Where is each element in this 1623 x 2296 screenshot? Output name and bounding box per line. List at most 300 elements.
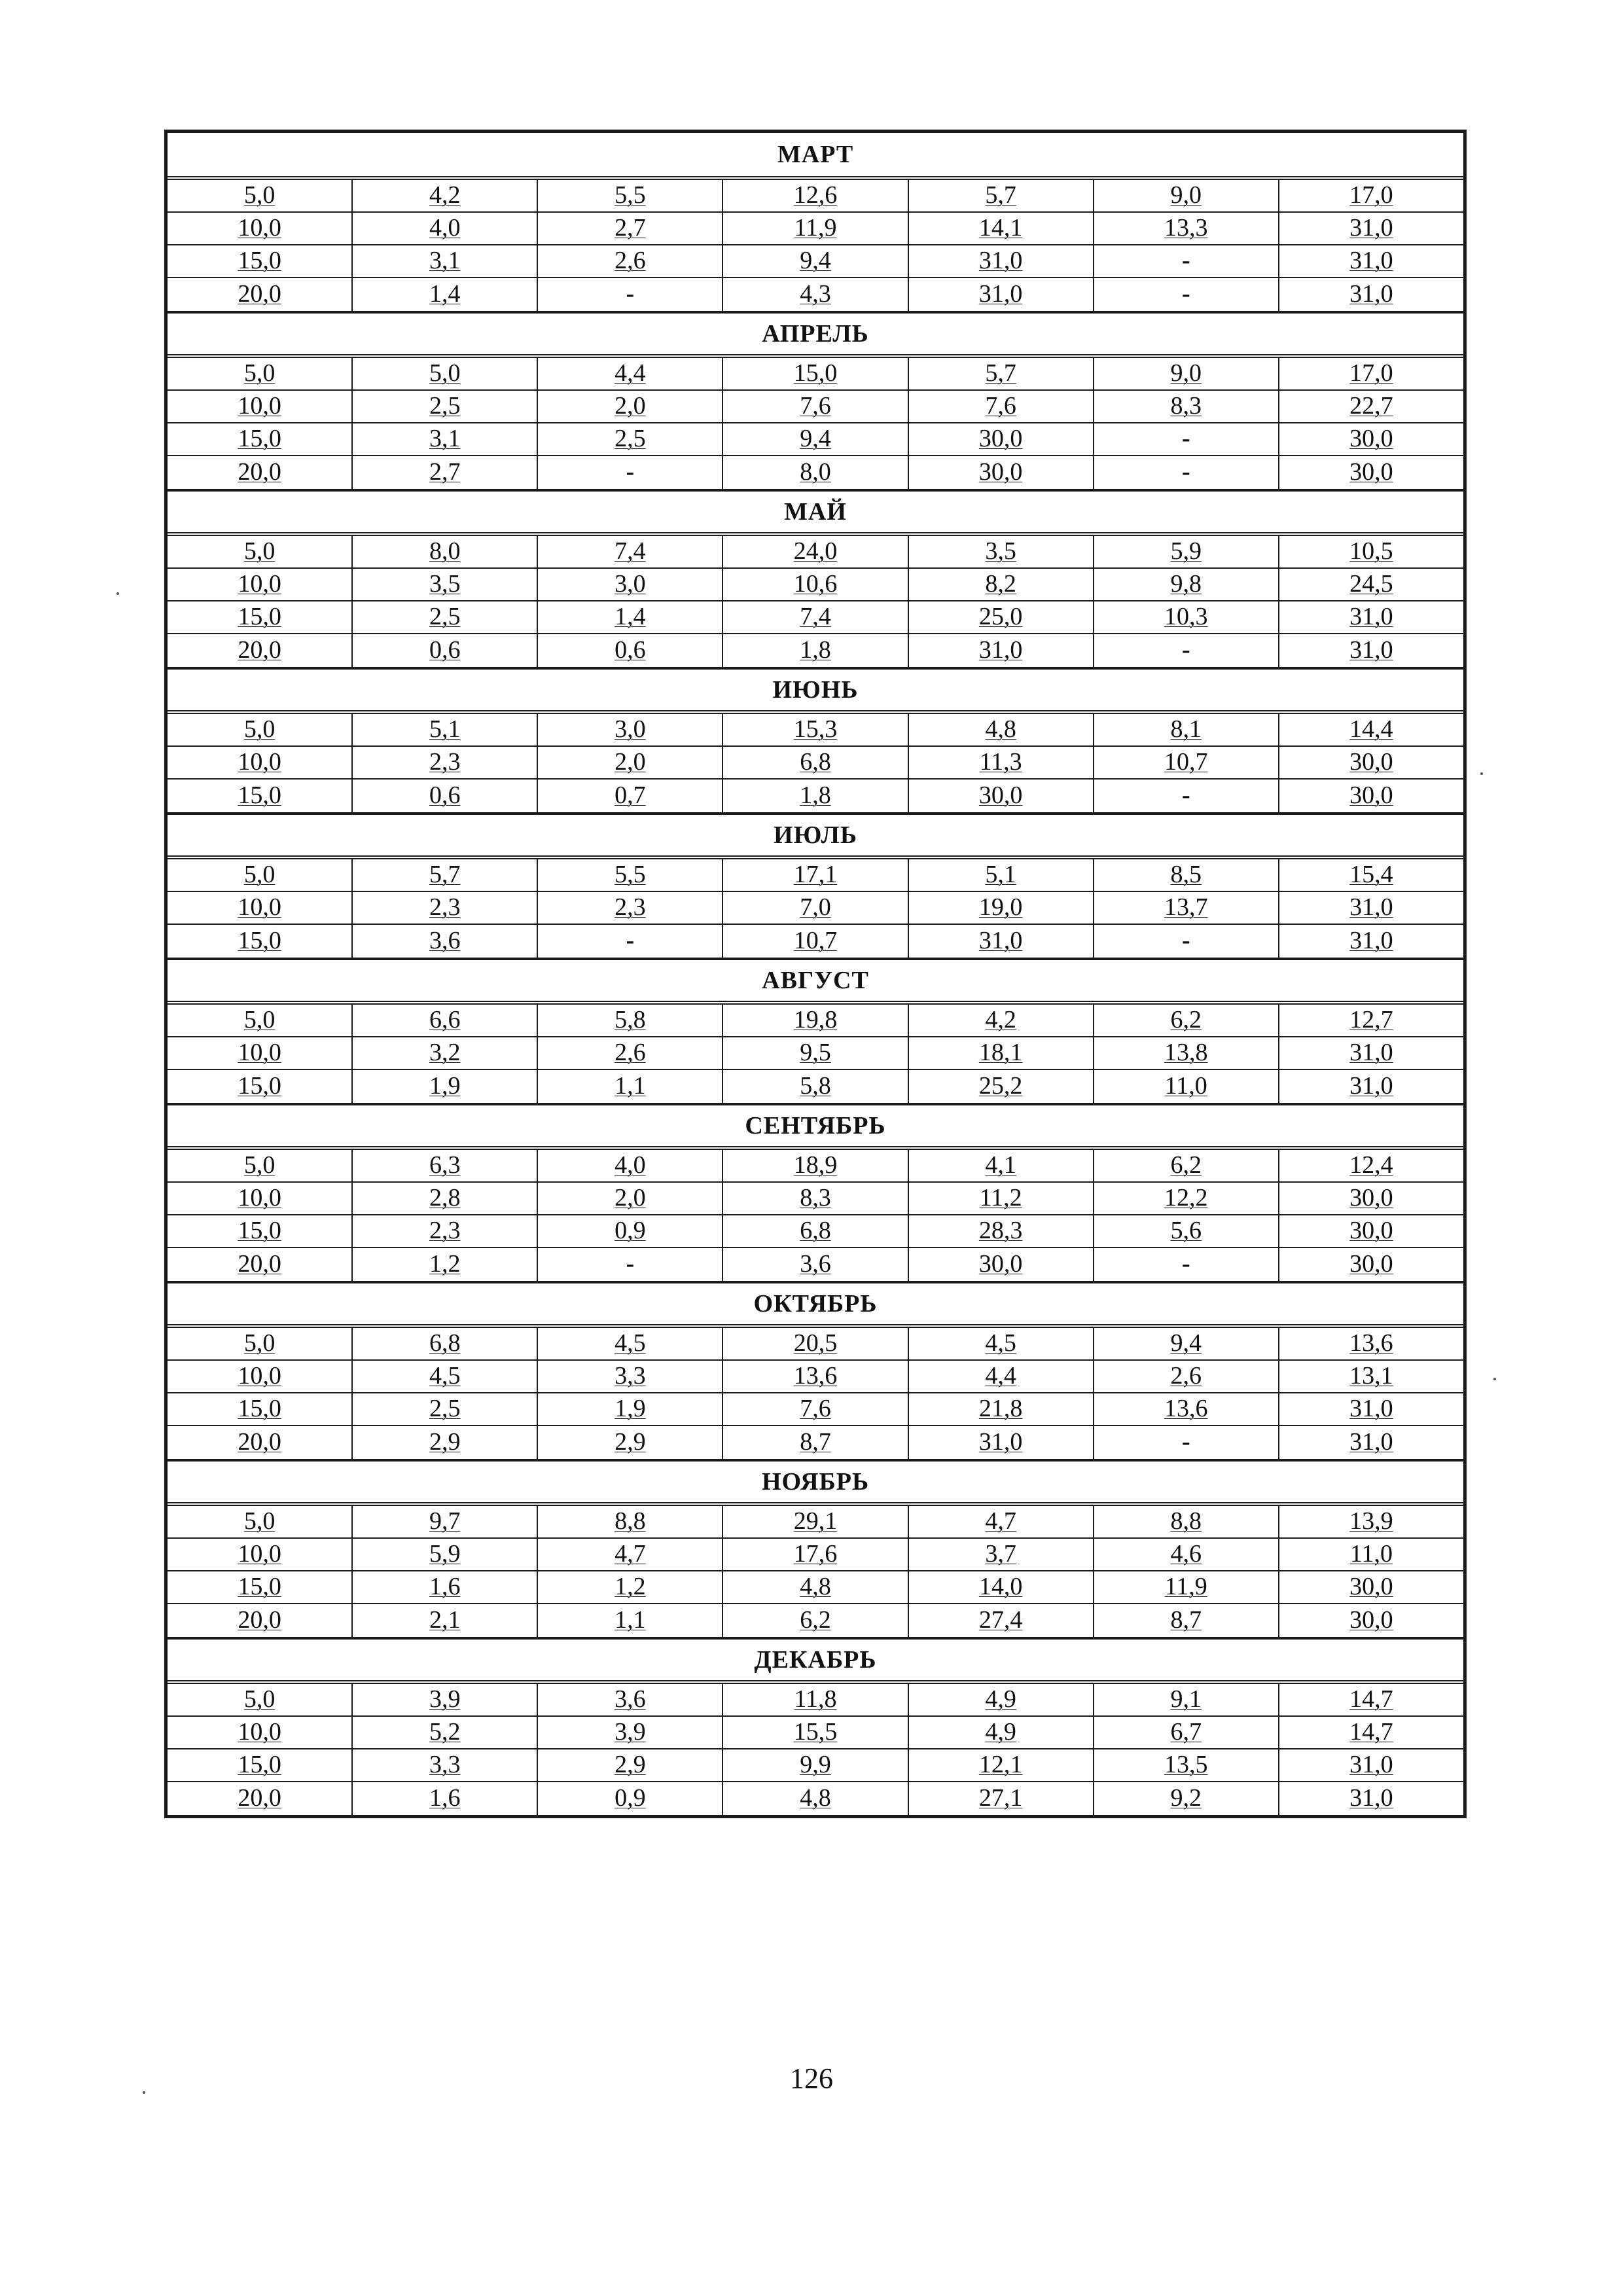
table-cell: 4,8 [723, 1571, 908, 1603]
table-cell: 12,4 [1349, 1151, 1393, 1179]
table-cell: 10,6 [723, 569, 908, 600]
table-cell: 13,1 [1349, 1362, 1393, 1390]
table-cell: 6,8 [353, 1328, 538, 1359]
scan-speck [143, 2091, 145, 2094]
table-cell: 20,5 [723, 1328, 908, 1359]
table-cell: 1,6 [353, 1782, 538, 1815]
table-cell: 13,6 [1094, 1393, 1279, 1425]
table-cell: 1,9 [353, 1070, 538, 1103]
month-block [168, 133, 1463, 311]
table-cell: 31,0 [1349, 1395, 1393, 1422]
table-cell: 9,0 [1094, 358, 1279, 389]
table-cell: 4,4 [538, 358, 723, 389]
table-row [168, 1604, 1463, 1637]
table-cell: 19,8 [723, 1005, 908, 1036]
table-cell: 3,2 [353, 1037, 538, 1069]
table-cell: 9,4 [723, 245, 908, 277]
table-cell: 2,6 [538, 245, 723, 277]
table-cell: 31,0 [1349, 603, 1393, 630]
table-cell: 4,7 [538, 1539, 723, 1570]
table-row [168, 569, 1463, 601]
table-cell: 0,9 [538, 1215, 723, 1247]
table-cell: 31,0 [1349, 1784, 1393, 1812]
table-cell: 30,0 [909, 1248, 1094, 1281]
table-cell: 30,0 [909, 423, 1094, 455]
table-row [168, 358, 1463, 391]
table-cell: 1,8 [723, 634, 908, 667]
table-cell: 6,2 [1094, 1150, 1279, 1181]
table-row [168, 1749, 1463, 1782]
table-cell: 13,3 [1094, 213, 1279, 244]
table-cell: 3,1 [353, 423, 538, 455]
table-cell: 7,0 [723, 892, 908, 924]
table-cell: 8,7 [723, 1426, 908, 1459]
table-row [168, 456, 1463, 489]
table-cell: 6,6 [353, 1005, 538, 1036]
table-cell: 31,0 [1349, 636, 1393, 664]
table-cell: 9,4 [1094, 1328, 1279, 1359]
table-cell: 5,8 [538, 1005, 723, 1036]
table-cell: 5,5 [538, 180, 723, 211]
table-row [168, 1684, 1463, 1717]
table-cell: 3,6 [723, 1248, 908, 1281]
table-cell: 11,3 [909, 747, 1094, 778]
row-key-cell: 5,0 [168, 1005, 353, 1036]
table-cell: 4,1 [909, 1150, 1094, 1181]
table-cell: 31,0 [1349, 893, 1393, 921]
row-key-cell: 10,0 [168, 1361, 353, 1392]
table-cell: 18,1 [909, 1037, 1094, 1069]
table-cell: 15,4 [1349, 861, 1393, 888]
table-cell: - [1094, 456, 1279, 489]
table-cell: 30,0 [1349, 1573, 1393, 1600]
table-cell: 4,6 [1094, 1539, 1279, 1570]
table-cell: 3,5 [353, 569, 538, 600]
table-cell: 1,1 [538, 1604, 723, 1637]
table-row [168, 278, 1463, 311]
row-key-cell: 20,0 [168, 1248, 353, 1281]
table-cell: 12,1 [909, 1749, 1094, 1781]
table-cell: 5,2 [353, 1717, 538, 1748]
table-cell: 5,6 [1094, 1215, 1279, 1247]
table-cell: 11,8 [723, 1684, 908, 1715]
table-cell: 5,1 [353, 714, 538, 745]
table-cell: 24,5 [1349, 570, 1393, 598]
table-cell: 13,6 [723, 1361, 908, 1392]
table-cell: 2,3 [538, 892, 723, 924]
table-cell: 11,9 [1094, 1571, 1279, 1603]
scan-speck [116, 592, 119, 595]
table-cell: 3,0 [538, 569, 723, 600]
table-cell: 7,4 [723, 601, 908, 633]
table-cell: 4,9 [909, 1684, 1094, 1715]
table-cell: 2,5 [538, 423, 723, 455]
month-header: МАЙ [168, 489, 1463, 536]
table-row [168, 180, 1463, 213]
table-cell: 6,8 [723, 1215, 908, 1247]
table-row [168, 423, 1463, 456]
month-header: МАРТ [168, 133, 1463, 180]
table-cell: 31,0 [909, 245, 1094, 277]
table-cell: 13,5 [1094, 1749, 1279, 1781]
table-cell: 31,0 [1349, 1428, 1393, 1456]
table-cell: - [1094, 1248, 1279, 1281]
row-key-cell: 10,0 [168, 1539, 353, 1570]
month-block [168, 1281, 1463, 1459]
scan-speck [1480, 772, 1483, 775]
table-cell: 4,4 [909, 1361, 1094, 1392]
table-cell: 4,8 [723, 1782, 908, 1815]
table-cell: 30,0 [1349, 458, 1393, 486]
table-cell: 14,4 [1349, 715, 1393, 743]
row-key-cell: 5,0 [168, 1684, 353, 1715]
table-cell: 9,9 [723, 1749, 908, 1781]
table-cell: 2,0 [538, 747, 723, 778]
table-cell: 1,2 [538, 1571, 723, 1603]
table-cell: 0,7 [538, 780, 723, 812]
table-cell: 6,3 [353, 1150, 538, 1181]
table-cell: 1,2 [353, 1248, 538, 1281]
table-cell: 21,8 [909, 1393, 1094, 1425]
row-key-cell: 5,0 [168, 1506, 353, 1537]
table-cell: 8,0 [723, 456, 908, 489]
table-cell: 9,2 [1094, 1782, 1279, 1815]
table-cell: 5,7 [909, 358, 1094, 389]
row-key-cell: 10,0 [168, 213, 353, 244]
table-cell: - [538, 925, 723, 958]
table-row [168, 1328, 1463, 1361]
table-cell: 8,8 [538, 1506, 723, 1537]
table-cell: 2,0 [538, 1183, 723, 1214]
row-key-cell: 5,0 [168, 1150, 353, 1181]
table-cell: 30,0 [909, 456, 1094, 489]
table-cell: 14,7 [1349, 1685, 1393, 1713]
row-key-cell: 20,0 [168, 278, 353, 311]
table-cell: 17,0 [1349, 359, 1393, 387]
table-cell: 9,1 [1094, 1684, 1279, 1715]
table-cell: 22,7 [1349, 392, 1393, 420]
table-cell: 9,5 [723, 1037, 908, 1069]
table-row [168, 1005, 1463, 1037]
table-cell: 0,6 [353, 634, 538, 667]
table-cell: 9,4 [723, 423, 908, 455]
table-cell: 7,4 [538, 536, 723, 567]
table-cell: - [1094, 423, 1279, 455]
table-cell: 1,4 [353, 278, 538, 311]
table-cell: 29,1 [723, 1506, 908, 1537]
table-cell: 7,6 [723, 391, 908, 422]
table-cell: 31,0 [909, 634, 1094, 667]
table-cell: 17,6 [723, 1539, 908, 1570]
row-key-cell: 20,0 [168, 634, 353, 667]
table-cell: 18,9 [723, 1150, 908, 1181]
table-cell: 3,9 [538, 1717, 723, 1748]
table-cell: 2,7 [538, 213, 723, 244]
table-cell: 6,2 [723, 1604, 908, 1637]
table-cell: 4,5 [353, 1361, 538, 1392]
month-block [168, 1637, 1463, 1815]
table-row [168, 1070, 1463, 1103]
table-cell: 10,3 [1094, 601, 1279, 633]
table-cell: 12,7 [1349, 1006, 1393, 1033]
table-cell: 11,0 [1094, 1070, 1279, 1103]
table-row [168, 1571, 1463, 1604]
table-cell: 9,7 [353, 1506, 538, 1537]
month-block [168, 489, 1463, 667]
row-key-cell: 10,0 [168, 892, 353, 924]
table-cell: - [1094, 634, 1279, 667]
table-cell: 2,1 [353, 1604, 538, 1637]
table-cell: 13,9 [1349, 1507, 1393, 1535]
table-cell: 11,9 [723, 213, 908, 244]
row-key-cell: 20,0 [168, 1604, 353, 1637]
table-cell: 30,0 [909, 780, 1094, 812]
month-block [168, 812, 1463, 958]
table-cell: 30,0 [1349, 425, 1393, 452]
table-row [168, 1150, 1463, 1183]
table-cell: 14,1 [909, 213, 1094, 244]
table-cell: - [1094, 925, 1279, 958]
row-key-cell: 15,0 [168, 1571, 353, 1603]
table-cell: 8,8 [1094, 1506, 1279, 1537]
table-cell: 25,2 [909, 1070, 1094, 1103]
table-cell: 12,6 [723, 180, 908, 211]
table-cell: 4,5 [538, 1328, 723, 1359]
table-cell: - [1094, 245, 1279, 277]
table-cell: 28,3 [909, 1215, 1094, 1247]
month-header: НОЯБРЬ [168, 1459, 1463, 1506]
table-cell: 25,0 [909, 601, 1094, 633]
table-cell: 30,0 [1349, 1184, 1393, 1211]
month-header: ОКТЯБРЬ [168, 1281, 1463, 1328]
table-cell: 8,5 [1094, 859, 1279, 891]
table-cell: 3,7 [909, 1539, 1094, 1570]
table-cell: 13,6 [1349, 1329, 1393, 1357]
table-row [168, 245, 1463, 278]
row-key-cell: 15,0 [168, 925, 353, 958]
table-cell: 14,7 [1349, 1718, 1393, 1746]
table-row [168, 1426, 1463, 1459]
row-key-cell: 5,0 [168, 1328, 353, 1359]
table-cell: 4,0 [353, 213, 538, 244]
table-cell: 27,1 [909, 1782, 1094, 1815]
table-cell: 5,7 [353, 859, 538, 891]
table-cell: 2,5 [353, 391, 538, 422]
table-cell: - [538, 1248, 723, 1281]
table-row [168, 1539, 1463, 1571]
table-cell: 31,0 [1349, 1039, 1393, 1066]
table-cell: 3,5 [909, 536, 1094, 567]
month-header: ДЕКАБРЬ [168, 1637, 1463, 1684]
table-cell: 2,5 [353, 601, 538, 633]
row-key-cell: 5,0 [168, 358, 353, 389]
table-cell: 31,0 [1349, 280, 1393, 308]
table-cell: 4,0 [538, 1150, 723, 1181]
table-cell: - [538, 278, 723, 311]
table-cell: 9,8 [1094, 569, 1279, 600]
row-key-cell: 15,0 [168, 780, 353, 812]
table-cell: 4,7 [909, 1506, 1094, 1537]
table-cell: 6,8 [723, 747, 908, 778]
row-key-cell: 15,0 [168, 423, 353, 455]
row-key-cell: 10,0 [168, 1037, 353, 1069]
row-key-cell: 5,0 [168, 180, 353, 211]
row-key-cell: 15,0 [168, 1070, 353, 1103]
table-cell: 0,6 [538, 634, 723, 667]
row-key-cell: 15,0 [168, 245, 353, 277]
row-key-cell: 10,0 [168, 1717, 353, 1748]
table-cell: 15,3 [723, 714, 908, 745]
table-cell: 10,5 [1349, 537, 1393, 565]
table-cell: 3,1 [353, 245, 538, 277]
table-cell: 4,2 [909, 1005, 1094, 1036]
table-cell: 2,6 [538, 1037, 723, 1069]
table-row [168, 892, 1463, 925]
table-row [168, 1215, 1463, 1248]
table-cell: 27,4 [909, 1604, 1094, 1637]
table-cell: 8,0 [353, 536, 538, 567]
table-cell: 1,8 [723, 780, 908, 812]
table-cell: 17,1 [723, 859, 908, 891]
table-cell: - [1094, 278, 1279, 311]
row-key-cell: 15,0 [168, 601, 353, 633]
table-cell: 30,0 [1349, 781, 1393, 809]
table-cell: 8,3 [1094, 391, 1279, 422]
month-block [168, 1459, 1463, 1637]
table-cell: 13,7 [1094, 892, 1279, 924]
table-row [168, 859, 1463, 892]
table-cell: 15,5 [723, 1717, 908, 1748]
table-cell: 5,5 [538, 859, 723, 891]
table-cell: 1,6 [353, 1571, 538, 1603]
table-cell: 3,6 [538, 1684, 723, 1715]
table-cell: 19,0 [909, 892, 1094, 924]
row-key-cell: 15,0 [168, 1749, 353, 1781]
table-cell: 2,3 [353, 747, 538, 778]
table-cell: 31,0 [909, 278, 1094, 311]
table-cell: 2,9 [538, 1426, 723, 1459]
month-header: ИЮЛЬ [168, 812, 1463, 859]
table-cell: 15,0 [723, 358, 908, 389]
row-key-cell: 10,0 [168, 569, 353, 600]
table-cell: 1,4 [538, 601, 723, 633]
table-row [168, 1248, 1463, 1281]
table-row [168, 1361, 1463, 1393]
table-cell: 11,0 [1349, 1540, 1393, 1568]
table-row [168, 780, 1463, 812]
table-row [168, 601, 1463, 634]
table-cell: 2,3 [353, 1215, 538, 1247]
month-header: ИЮНЬ [168, 667, 1463, 714]
table-row [168, 536, 1463, 569]
table-cell: 30,0 [1349, 1606, 1393, 1634]
table-cell: - [1094, 780, 1279, 812]
scan-speck [1493, 1378, 1496, 1380]
table-cell: 3,0 [538, 714, 723, 745]
table-cell: 30,0 [1349, 1250, 1393, 1278]
table-cell: 8,7 [1094, 1604, 1279, 1637]
table-row [168, 391, 1463, 423]
monthly-data-table [164, 130, 1467, 1818]
table-cell: 2,5 [353, 1393, 538, 1425]
table-cell: 2,3 [353, 892, 538, 924]
table-cell: 4,8 [909, 714, 1094, 745]
table-cell: 1,1 [538, 1070, 723, 1103]
table-cell: 12,2 [1094, 1183, 1279, 1214]
row-key-cell: 5,0 [168, 714, 353, 745]
table-row [168, 1037, 1463, 1070]
table-cell: 3,3 [538, 1361, 723, 1392]
table-row [168, 213, 1463, 245]
table-cell: 3,9 [353, 1684, 538, 1715]
table-cell: 17,0 [1349, 181, 1393, 209]
table-cell: 3,6 [353, 925, 538, 958]
table-cell: 24,0 [723, 536, 908, 567]
table-cell: 13,8 [1094, 1037, 1279, 1069]
table-cell: 2,9 [353, 1426, 538, 1459]
month-block [168, 958, 1463, 1103]
row-key-cell: 5,0 [168, 536, 353, 567]
table-cell: 8,2 [909, 569, 1094, 600]
table-cell: 4,5 [909, 1328, 1094, 1359]
table-cell: 5,1 [909, 859, 1094, 891]
month-block [168, 311, 1463, 489]
row-key-cell: 20,0 [168, 1782, 353, 1815]
table-cell: 0,6 [353, 780, 538, 812]
table-cell: 10,7 [723, 925, 908, 958]
table-cell: 4,2 [353, 180, 538, 211]
table-cell: 5,8 [723, 1070, 908, 1103]
table-cell: 11,2 [909, 1183, 1094, 1214]
month-block [168, 1103, 1463, 1281]
table-cell: 8,1 [1094, 714, 1279, 745]
table-cell: 2,7 [353, 456, 538, 489]
row-key-cell: 15,0 [168, 1393, 353, 1425]
table-row [168, 1717, 1463, 1749]
table-cell: 1,9 [538, 1393, 723, 1425]
month-block [168, 667, 1463, 812]
table-cell: 4,9 [909, 1717, 1094, 1748]
table-row [168, 1506, 1463, 1539]
table-cell: 8,3 [723, 1183, 908, 1214]
table-cell: 6,7 [1094, 1717, 1279, 1748]
table-cell: 9,0 [1094, 180, 1279, 211]
table-cell: 31,0 [1349, 927, 1393, 954]
table-row [168, 925, 1463, 958]
table-cell: 2,0 [538, 391, 723, 422]
table-cell: 5,0 [353, 358, 538, 389]
row-key-cell: 5,0 [168, 859, 353, 891]
page-number: 126 [790, 2062, 833, 2094]
table-cell: 2,6 [1094, 1361, 1279, 1392]
table-cell: 10,7 [1094, 747, 1279, 778]
table-row [168, 1393, 1463, 1426]
row-key-cell: 15,0 [168, 1215, 353, 1247]
table-cell: 5,7 [909, 180, 1094, 211]
table-cell: 31,0 [1349, 247, 1393, 274]
table-cell: 2,9 [538, 1749, 723, 1781]
table-row [168, 634, 1463, 667]
row-key-cell: 20,0 [168, 456, 353, 489]
row-key-cell: 10,0 [168, 747, 353, 778]
table-cell: 0,9 [538, 1782, 723, 1815]
row-key-cell: 20,0 [168, 1426, 353, 1459]
table-cell: 30,0 [1349, 1217, 1393, 1244]
month-header: АПРЕЛЬ [168, 311, 1463, 358]
table-cell: 5,9 [353, 1539, 538, 1570]
month-header: АВГУСТ [168, 958, 1463, 1005]
table-cell: 14,0 [909, 1571, 1094, 1603]
